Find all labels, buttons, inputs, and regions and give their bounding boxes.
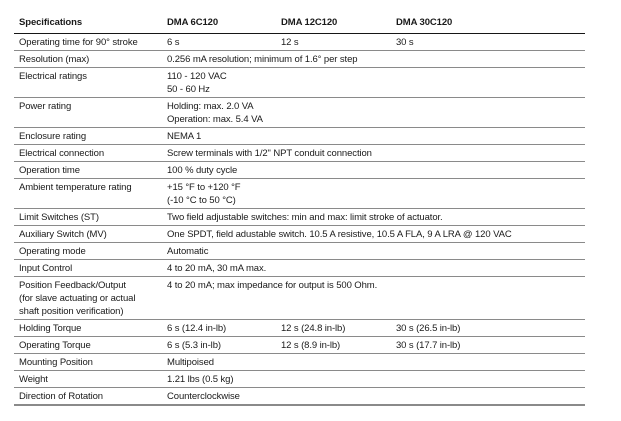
spec-value-cell-span: +15 °F to +120 °F (-10 °C to 50 °C) (162, 179, 585, 209)
spec-value-cell: 12 s (24.8 in-lb) (276, 320, 391, 337)
spec-value-cell-span: One SPDT, field adustable switch. 10.5 A resistive, 10.5 A FLA, 9 A LRA @ 120 VAC (162, 226, 585, 243)
table-row (14, 145, 585, 162)
header-row (14, 14, 585, 34)
spec-value-cell: 6 s (12.4 in-lb) (162, 320, 276, 337)
spec-name-cell: Resolution (max) (14, 51, 162, 68)
table-row (14, 277, 585, 320)
spec-value-cell: 30 s (26.5 in-lb) (391, 320, 585, 337)
table-row (14, 209, 585, 226)
spec-value-cell-span: 110 - 120 VAC 50 - 60 Hz (162, 68, 585, 98)
table-row (14, 337, 585, 354)
spec-name-cell: Power rating (14, 98, 162, 128)
table-row (14, 243, 585, 260)
col-header-dma-6c120: DMA 6C120 (162, 14, 276, 34)
spec-name-cell: Limit Switches (ST) (14, 209, 162, 226)
table-row (14, 128, 585, 145)
table-row (14, 162, 585, 179)
spec-name-cell: Mounting Position (14, 354, 162, 371)
spec-value-cell-span: NEMA 1 (162, 128, 585, 145)
col-header-specifications: Specifications (14, 14, 162, 34)
spec-name-cell: Position Feedback/Output (for slave actuating or actual shaft position verification) (14, 277, 162, 320)
spec-name-cell: Operating Torque (14, 337, 162, 354)
spec-value-cell: 12 s (8.9 in-lb) (276, 337, 391, 354)
spec-value-cell-span: 1.21 lbs (0.5 kg) (162, 371, 585, 388)
spec-name-cell: Holding Torque (14, 320, 162, 337)
table-row (14, 51, 585, 68)
table-row (14, 179, 585, 209)
col-header-dma-30c120: DMA 30C120 (391, 14, 585, 34)
spec-value-cell: 6 s (5.3 in-lb) (162, 337, 276, 354)
table-header (14, 14, 585, 34)
spec-name-cell: Operating time for 90° stroke (14, 34, 162, 51)
table-row (14, 320, 585, 337)
spec-value-cell-span: Automatic (162, 243, 585, 260)
table-row (14, 260, 585, 277)
spec-name-cell: Ambient temperature rating (14, 179, 162, 209)
spec-value-cell-span: 4 to 20 mA, 30 mA max. (162, 260, 585, 277)
spec-value-cell-span: 4 to 20 mA; max impedance for output is 500 Ohm. (162, 277, 585, 320)
spec-name-cell: Input Control (14, 260, 162, 277)
spec-name-cell: Enclosure rating (14, 128, 162, 145)
col-header-dma-12c120: DMA 12C120 (276, 14, 391, 34)
table-row (14, 226, 585, 243)
table-row (14, 388, 585, 406)
spec-name-cell: Operating mode (14, 243, 162, 260)
spec-value-cell-span: Counterclockwise (162, 388, 585, 406)
table-row (14, 98, 585, 128)
spec-value-cell-span: Screw terminals with 1/2" NPT conduit connection (162, 145, 585, 162)
table-row (14, 68, 585, 98)
spec-name-cell: Electrical connection (14, 145, 162, 162)
table-body (14, 34, 585, 406)
spec-value-cell-span: 0.256 mA resolution; minimum of 1.6° per step (162, 51, 585, 68)
specifications-table (14, 14, 585, 406)
spec-name-cell: Weight (14, 371, 162, 388)
spec-name-cell: Operation time (14, 162, 162, 179)
spec-value-cell-span: 100 % duty cycle (162, 162, 585, 179)
spec-name-cell: Electrical ratings (14, 68, 162, 98)
spec-value-cell: 30 s (17.7 in-lb) (391, 337, 585, 354)
spec-name-cell: Direction of Rotation (14, 388, 162, 406)
table-row (14, 34, 585, 51)
spec-value-cell-span: Holding: max. 2.0 VA Operation: max. 5.4 VA (162, 98, 585, 128)
spec-value-cell: 30 s (391, 34, 585, 51)
spec-value-cell: 12 s (276, 34, 391, 51)
spec-name-cell: Auxiliary Switch (MV) (14, 226, 162, 243)
spec-value-cell-span: Multipoised (162, 354, 585, 371)
table-row (14, 371, 585, 388)
spec-value-cell-span: Two field adjustable switches: min and max: limit stroke of actuator. (162, 209, 585, 226)
table-row (14, 354, 585, 371)
spec-value-cell: 6 s (162, 34, 276, 51)
